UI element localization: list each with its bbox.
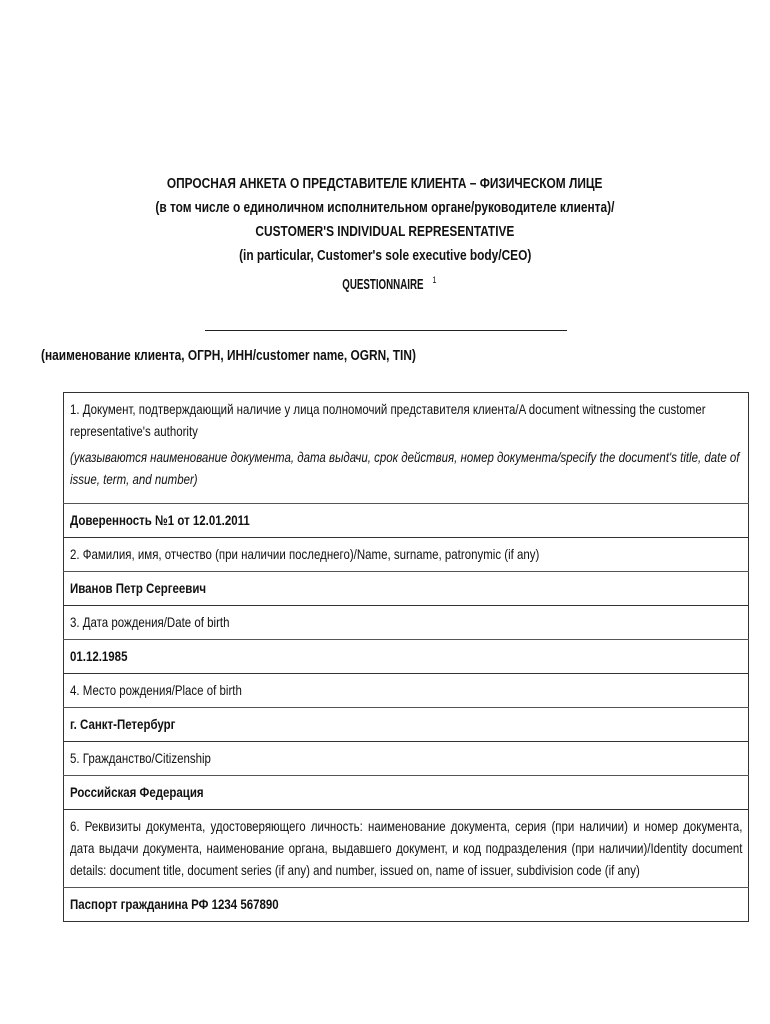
answer-value-4: г. Санкт-Петербург [70, 716, 176, 732]
question-label-6: 6. Реквизиты документа, удостоверяющего личность: наименование документа, серия (при наличии) и номер документа, дата выдачи документа, наименование органа, выдавшего документ, и код подразделения (при наличии)/Identity document details: document title, document series (if any) and number, issued on, name of issuer, subdivision code (if any) [70, 818, 743, 878]
title-line-en-sub: (in particular, Customer's sole executive body/CEO) [238, 248, 532, 264]
title-line-ru: ОПРОСНАЯ АНКЕТА О ПРЕДСТАВИТЕЛЕ КЛИЕНТА – ФИЗИЧЕСКОМ ЛИЦЕ [167, 176, 603, 192]
answer-value-2: Иванов Петр Сергеевич [70, 580, 207, 596]
question-label-4: 4. Место рождения/Place of birth [70, 682, 242, 698]
answer-cell-5 [64, 776, 749, 810]
question-cell-1 [64, 393, 749, 504]
client-name-caption-text: (наименование клиента, ОГРН, ИНН/customer name, OGRN, TIN) [41, 348, 416, 364]
question-row-2 [64, 538, 749, 572]
question-row-6 [64, 810, 749, 888]
question-cell-2 [64, 538, 749, 572]
question-label-2: 2. Фамилия, имя, отчество (при наличии последнего)/Name, surname, patronymic (if any) [70, 546, 540, 562]
answer-cell-2 [64, 572, 749, 606]
title-line-ru-sub: (в том числе о единоличном исполнительном органе/руководителе клиента)/ [155, 200, 615, 216]
questionnaire-table [63, 392, 749, 922]
question-label-5: 5. Гражданство/Citizenship [70, 750, 211, 766]
answer-value-3: 01.12.1985 [70, 648, 128, 664]
question-cell-6 [64, 810, 749, 888]
question-hint-1: (указываются наименование документа, дата выдачи, срок действия, номер документа/specify the document's title, date of issue, term, and number) [70, 449, 740, 487]
answer-row-6 [64, 888, 749, 922]
answer-cell-3 [64, 640, 749, 674]
client-name-caption [41, 346, 498, 366]
footnote-mark: 1 [432, 275, 437, 285]
answer-value-6: Паспорт гражданина РФ 1234 567890 [70, 896, 279, 912]
title-line-en: CUSTOMER'S INDIVIDUAL REPRESENTATIVE [255, 224, 515, 240]
question-cell-3 [64, 606, 749, 640]
question-label-1: 1. Документ, подтверждающий наличие у лица полномочий представителя клиента/A document witnessing the customer representative's authority [70, 401, 706, 439]
question-row-1 [64, 393, 749, 504]
answer-row-3 [64, 640, 749, 674]
answer-row-1 [64, 504, 749, 538]
question-row-3 [64, 606, 749, 640]
answer-cell-4 [64, 708, 749, 742]
answer-row-2 [64, 572, 749, 606]
question-label-3: 3. Дата рождения/Date of birth [70, 614, 230, 630]
questionnaire-title [0, 172, 770, 292]
question-row-4 [64, 674, 749, 708]
answer-row-5 [64, 776, 749, 810]
answer-value-5: Российская Федерация [70, 784, 204, 800]
question-cell-4 [64, 674, 749, 708]
questionnaire-word: QUESTIONNAIRE [342, 276, 424, 293]
question-cell-5 [64, 742, 749, 776]
answer-cell-6 [64, 888, 749, 922]
title-line-questionnaire [333, 268, 436, 297]
answer-row-4 [64, 708, 749, 742]
question-row-5 [64, 742, 749, 776]
client-name-line [205, 330, 567, 331]
answer-cell-1 [64, 504, 749, 538]
answer-value-1: Доверенность №1 от 12.01.2011 [70, 512, 250, 528]
